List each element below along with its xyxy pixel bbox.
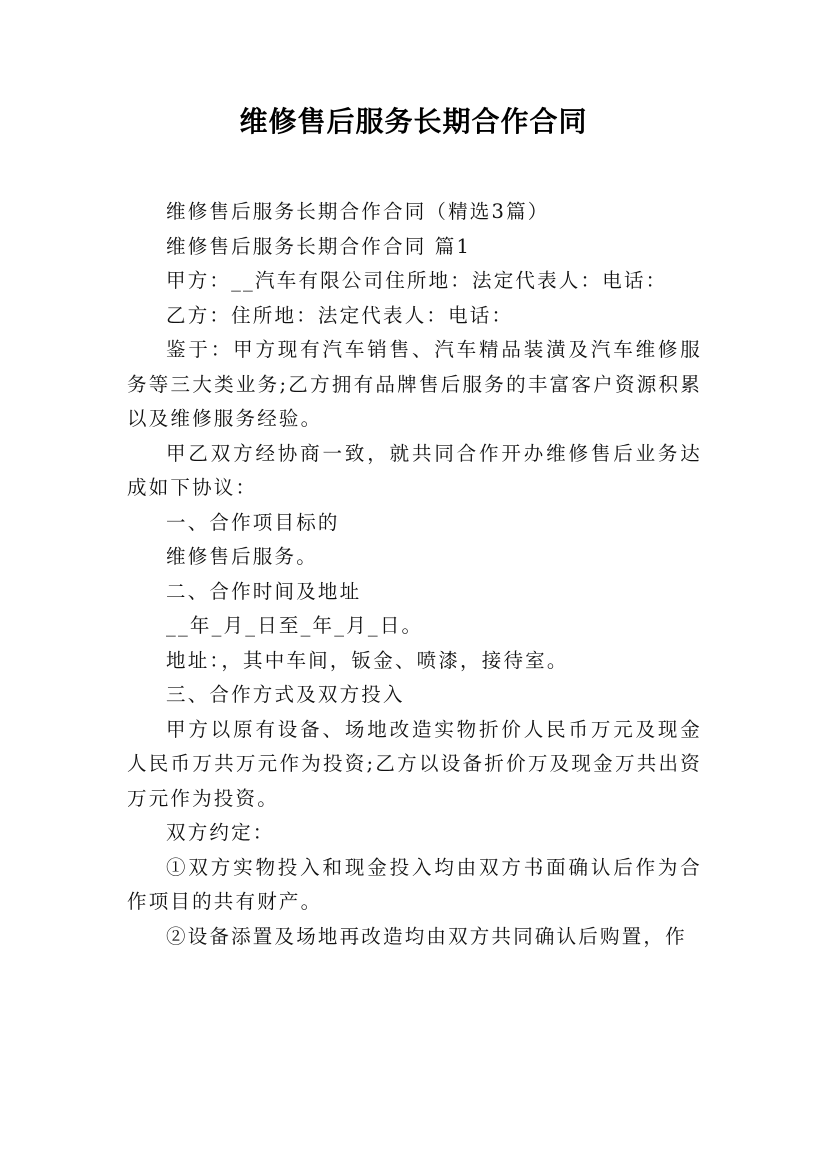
document-title: 维修售后服务长期合作合同 — [239, 105, 588, 138]
clause-text-3-agreed: 双方约定： — [166, 821, 275, 844]
paragraph-party-a: 甲方：__汽车有限公司住所地：法定代表人：电话： — [166, 269, 668, 292]
clause-text-2-dates: __年_月_日至_年_月_日。 — [166, 614, 424, 637]
clause-text-2-address: 地址：，其中车间，钣金、喷漆，接待室。 — [166, 648, 569, 672]
clause-item-2: ②设备添置及场地再改造均由双方共同确认后购置，作 — [166, 924, 687, 948]
paragraph-whereas: 鉴于：甲方现有汽车销售、汽车精品装潢及汽车维修服务等三大类业务;乙方拥有品牌售后服务的丰富客户资源积累以及维修服务经验。 — [127, 338, 702, 430]
document-body — [127, 195, 702, 954]
clause-heading-1: 一、合作项目标的 — [166, 510, 340, 534]
paragraph-section-heading: 维修售后服务长期合作合同 篇1 — [166, 234, 472, 258]
paragraph-agreement: 甲乙双方经协商一致，就共同合作开办维修售后业务达成如下协议： — [127, 441, 702, 499]
paragraph-subtitle: 维修售后服务长期合作合同（精选3篇） — [166, 200, 550, 223]
clause-heading-2: 二、合作时间及地址 — [166, 579, 362, 603]
clause-text-3-investment: 甲方以原有设备、场地改造实物折价人民币万元及现金人民币万共万元作为投资;乙方以设备折价万及现金万共出资万元作为投资。 — [127, 717, 702, 810]
clause-item-1: ①双方实物投入和现金投入均由双方书面确认后作为合作项目的共有财产。 — [127, 855, 702, 913]
clause-heading-3: 三、合作方式及双方投入 — [166, 683, 405, 706]
clause-text-1: 维修售后服务。 — [166, 545, 318, 568]
paragraph-party-b: 乙方：住所地：法定代表人：电话： — [166, 303, 514, 327]
